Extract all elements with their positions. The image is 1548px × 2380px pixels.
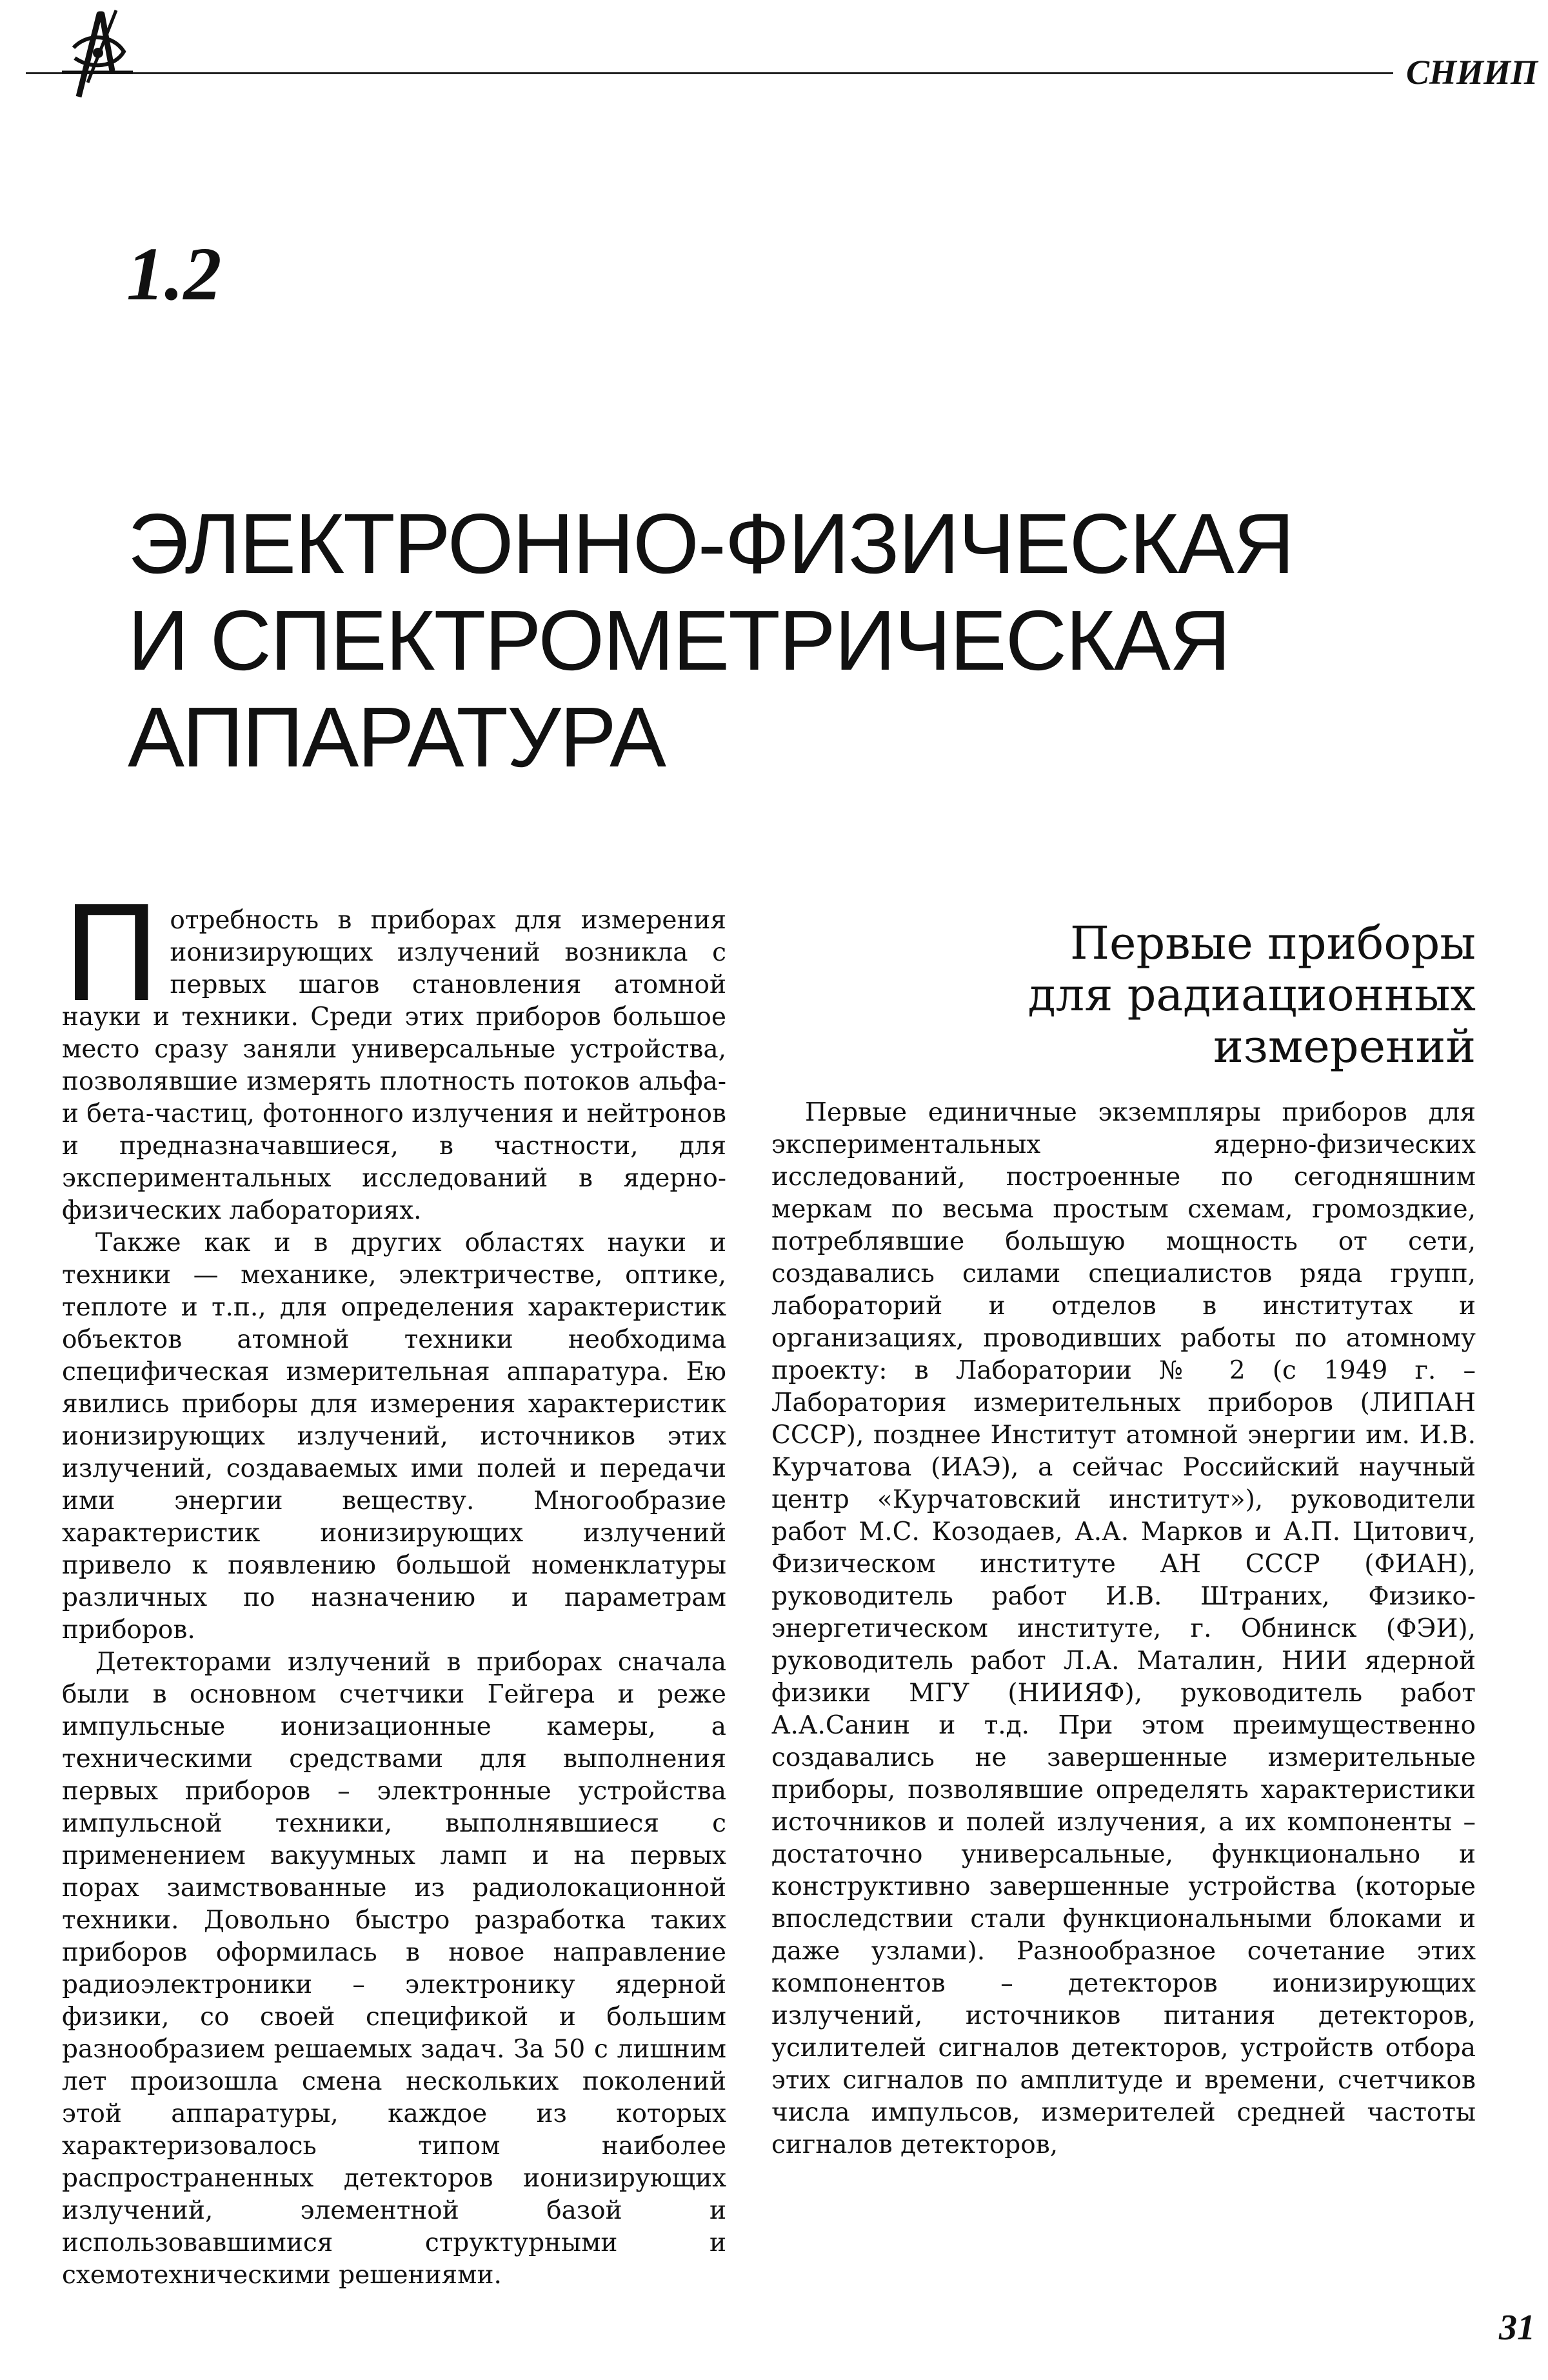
section-heading-line-2: для радиационных [1027,968,1476,1021]
drop-cap: П [62,879,161,1032]
section-heading-line-1: Первые приборы [1069,917,1476,970]
header-rule [26,72,1393,74]
paragraph: Детекторами излучений в приборах сначала были в основном счетчики Гейгера и реже импульсные ионизационные камеры, а техническими средствами для выполнения первых приборов – электронные устройства импульсной техники, выполнявшиеся с применением вакуумных ламп и на первых порах заимствованные из радиолокационной техники. Довольно быстро разработка таких приборов оформилась в новое направление радиоэлектроники – электронику ядерной физики, со своей спецификой и большим разнообразием решаемых задач. За 50 с лишним лет произошла смена нескольких поколений этой аппаратуры, каждое из которых характеризовалось типом наиболее распространенных детекторов ионизирующих излучений, элементной базой и использовавшимися структурными и схемотехническими решениями. [62,1648,726,2290]
chapter-title-line-1: ЭЛЕКТРОННО-ФИЗИЧЕСКАЯ [128,496,1294,591]
snip-logo-icon [62,6,133,103]
page-number: 31 [1499,2308,1535,2348]
section-heading [771,917,1476,1072]
journal-name: СНИИП [1406,53,1538,92]
paragraph: Первые единичные экземпляры приборов для экспериментальных ядерно-физических исследований, построенные по сегодняшним меркам по весьма простым схемам, громоздкие, потреблявшие большую мощность от сети, создавались силами специалистов ряда групп, лабораторий и отделов в институтах и организациях, проводивших работы по атомному проекту: в Лаборатории № 2 (с 1949 г. – Лаборатория измерительных приборов (ЛИПАН СССР), позднее Институт атомной энергии им. И.В. Курчатова (ИАЭ), а сейчас Российский научный центр «Курчатовский институт»), руководители работ М.С. Козодаев, А.А. Марков и А.П. Цитович, Физическом институте АН СССР (ФИАН), руководитель работ И.В. Штраних, Физико-энергетическом институте, г. Обнинск (ФЭИ), руководитель работ Л.А. Маталин, НИИ ядерной физики МГУ (НИИЯФ), руководитель работ А.А.Санин и т.д. При этом преимущественно создавались не завершенные измерительные приборы, позволявшие определять характеристики источников и полей излучения, а их компоненты – достаточно универсальные, функционально и конструктивно завершенные устройства (которые впоследствии стали функциональными блоками и даже узлами). Разнообразное сочетание этих компонентов – детекторов ионизирующих излучений, источников питания детекторов, усилителей сигналов детекторов, устройств отбора этих сигналов по амплитуде и времени, счетчиков числа импульсов, измерителей средней частоты сигналов детекторов, [771,1098,1476,2159]
chapter-title-line-3: АППАРАТУРА [128,690,666,785]
paragraph: Также как и в других областях науки и техники — механике, электричестве, оптике, теплоте и т.п., для определения характеристик объектов атомной техники необходима специфическая измерительная аппаратура. Ею явились приборы для измерения характеристик ионизирующих излучений, источников этих излучений, создаваемых ими полей и передачи ими энергии веществу. Многообразие характеристик ионизирующих излучений привело к появлению большой номенклатуры различных по назначению и параметрам приборов. [62,1228,726,1645]
chapter-title [128,495,1450,786]
paragraph [62,879,726,1227]
section-number: 1.2 [126,232,222,316]
left-column [62,879,726,2292]
chapter-title-line-2: И СПЕКТРОМЕТРИЧЕСКАЯ [128,593,1230,688]
paragraph-text: отребность в приборах для измерения ионизирующих излучений возникла с первых шагов становления атомной науки и техники. Среди этих приборов большое место сразу заняли универсальные устройства, позволявшие измерять плотность потоков альфа- и бета-частиц, фотонного излучения и нейтронов и предназначавшиеся, в частности, для экспериментальных исследований в ядерно-физических лабораториях. [62,906,726,1225]
right-column [771,917,1476,2161]
section-heading-line-3: измерений [1213,1020,1476,1073]
